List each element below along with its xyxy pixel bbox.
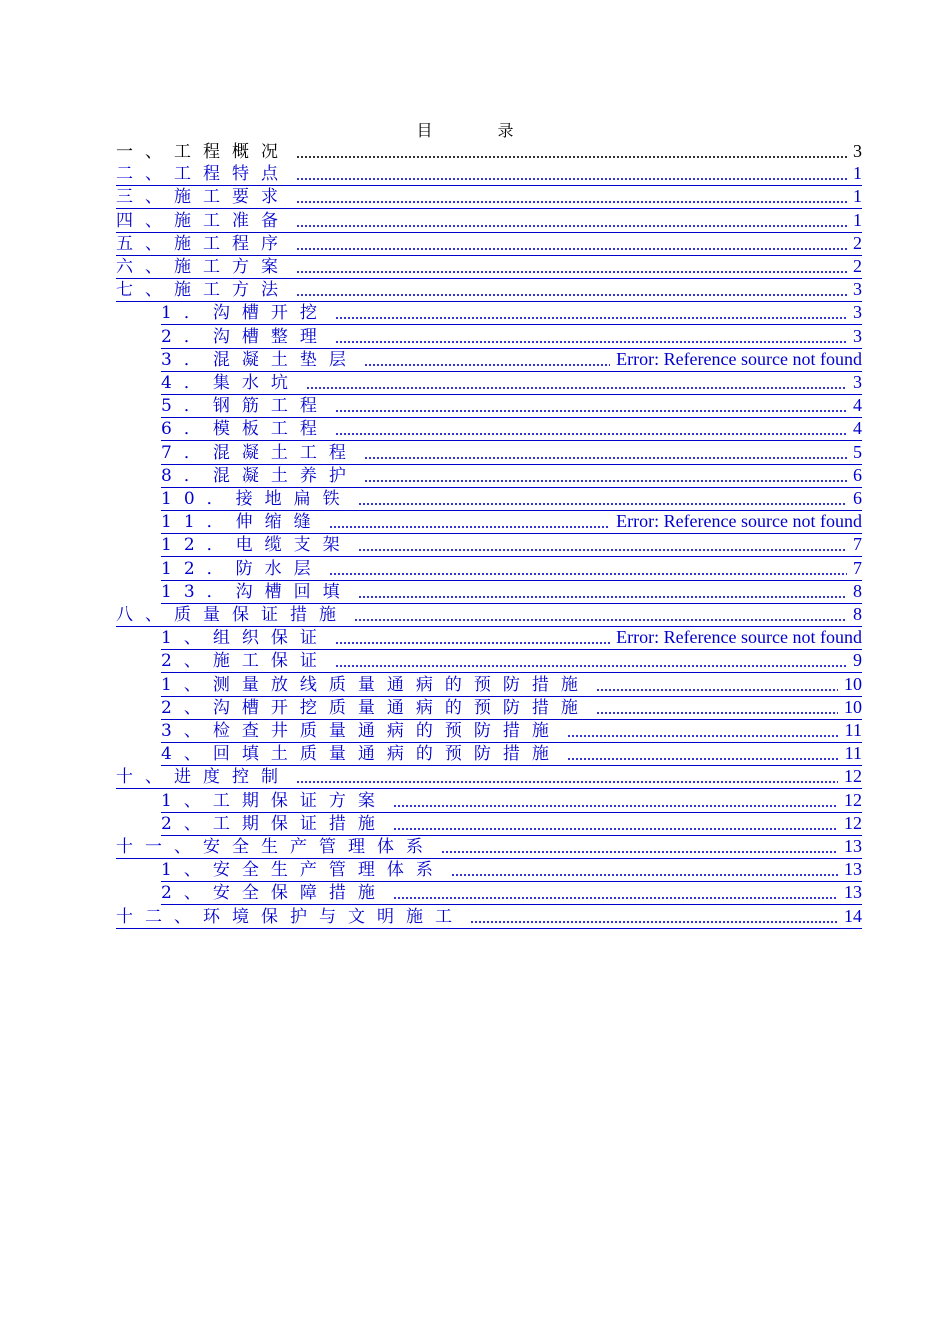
dot-leader: [441, 850, 838, 854]
toc-entry-label: 二、工程特点: [116, 164, 290, 185]
toc-entry-page: 8: [853, 580, 862, 601]
toc-entry-page: 1: [853, 163, 862, 184]
dot-leader: [354, 618, 847, 622]
dot-leader: [596, 711, 838, 715]
dot-leader: [596, 688, 838, 692]
toc-entry-page: 12: [844, 789, 862, 810]
toc-entry-label: 十、进度控制: [116, 767, 290, 788]
dot-leader: [329, 525, 610, 529]
dot-leader: [296, 293, 847, 297]
toc-entry-page: 11: [844, 720, 862, 740]
dot-leader: [335, 641, 610, 645]
toc-entry-label: 1、安全生产管理体系: [161, 860, 445, 881]
toc-entry-label: 12．电缆支架: [161, 535, 352, 556]
toc-entry-label: 8．混凝土养护: [161, 465, 358, 486]
toc-entry-page: 3: [853, 325, 862, 346]
dot-leader: [296, 224, 847, 228]
dot-leader: [296, 780, 838, 784]
dot-leader: [335, 432, 847, 436]
toc-entry-label: 4．集水坑: [161, 373, 300, 393]
toc-entry-page: 12: [844, 766, 862, 787]
dot-leader: [296, 200, 847, 204]
dot-leader: [296, 155, 847, 159]
toc-entry-page: 13: [844, 836, 862, 856]
dot-leader: [335, 664, 847, 668]
dot-leader: [296, 177, 847, 181]
toc-entry-page: 4: [853, 418, 862, 439]
toc-entry-page: 6: [853, 464, 862, 485]
toc-entry-label: 2、安全保障措施: [161, 883, 387, 904]
dot-leader: [470, 920, 838, 924]
toc-entry-page: 13: [844, 882, 862, 903]
toc-entry-page: 3: [853, 372, 862, 392]
toc-entry-label: 2、工期保证措施: [161, 813, 387, 834]
toc-entry-page: 4: [853, 395, 862, 416]
toc-entry-page: 1: [853, 209, 862, 230]
toc-entry-label: 1、工期保证方案: [161, 790, 387, 811]
dot-leader: [451, 873, 838, 877]
toc-entry-page: 7: [853, 534, 862, 555]
toc-entry-page: 5: [853, 441, 862, 462]
dot-leader: [567, 734, 839, 738]
toc-entry-label: 十二、环境保护与文明施工: [116, 906, 464, 927]
toc-entry-label: 十一、安全生产管理体系: [116, 837, 435, 857]
toc-entry-label: 7．混凝土工程: [161, 442, 358, 463]
toc-entry-page: 3: [853, 302, 862, 323]
toc-entry-page: 12: [844, 812, 862, 833]
toc-entry-page: 11: [844, 743, 862, 764]
toc-entry-page: 6: [853, 488, 862, 508]
toc-title: 目 录: [416, 121, 544, 140]
dot-leader: [393, 827, 838, 831]
toc-entry-page: 7: [853, 557, 862, 578]
toc-entry-label: 2、沟槽开挖质量通病的预防措施: [161, 697, 590, 718]
toc-entry-page: Error: Reference source not found: [616, 348, 862, 369]
dot-leader: [335, 316, 847, 320]
dot-leader: [567, 757, 839, 761]
toc-entry-page: 14: [844, 905, 862, 926]
dot-leader: [364, 363, 610, 367]
toc-entry-label: 2．沟槽整理: [161, 326, 329, 347]
toc-entry-label: 10．接地扁铁: [161, 489, 352, 509]
toc-entry-label: 3、检查井质量通病的预防措施: [161, 721, 561, 741]
toc-entry-page: 10: [844, 673, 862, 694]
toc-entry-page: Error: Reference source not found: [616, 627, 862, 648]
toc-entry-label: 1、组织保证: [161, 628, 329, 649]
dot-leader: [296, 270, 847, 274]
toc-entry-label: 4、回填土质量通病的预防措施: [161, 744, 561, 765]
dot-leader: [329, 572, 847, 576]
toc-entry-label: 13．沟槽回填: [161, 581, 352, 602]
dot-leader: [358, 548, 847, 552]
toc-entry-page: Error: Reference source not found: [616, 511, 862, 532]
toc-entry-label: 五、施工程序: [116, 233, 290, 254]
toc-entry-page: 3: [853, 141, 862, 161]
toc-entry-label: 八、质量保证措施: [116, 605, 348, 625]
dot-leader: [393, 896, 838, 900]
dot-leader: [306, 386, 847, 390]
toc-entry-page: 9: [853, 650, 862, 671]
toc-entry-label: 六、施工方案: [116, 257, 290, 277]
dot-leader: [335, 340, 847, 344]
toc-entry-label: 七、施工方法: [116, 280, 290, 301]
toc-entry-page: 2: [853, 256, 862, 276]
dot-leader: [358, 595, 847, 599]
toc-entry-page: 1: [853, 186, 862, 207]
toc-entry[interactable]: [116, 906, 862, 929]
dot-leader: [358, 502, 847, 506]
toc-entry-page: 13: [844, 859, 862, 880]
toc-entry-label: 一、工程概况: [116, 142, 290, 162]
dot-leader: [364, 456, 847, 460]
toc-entry-label: 2、施工保证: [161, 651, 329, 672]
dot-leader: [296, 247, 847, 251]
toc-entry-page: 3: [853, 279, 862, 300]
toc-entry-label: 1．沟槽开挖: [161, 303, 329, 324]
toc-entry-label: 6．模板工程: [161, 419, 329, 440]
dot-leader: [364, 479, 847, 483]
dot-leader: [393, 804, 838, 808]
toc-entry-page: 2: [853, 232, 862, 253]
toc-entry-label: 5．钢筋工程: [161, 396, 329, 417]
toc-entry-label: 1、测量放线质量通病的预防措施: [161, 674, 590, 695]
toc-entry-label: 3．混凝土垫层: [161, 349, 358, 370]
dot-leader: [335, 409, 847, 413]
toc-entry-label: 11．伸缩缝: [161, 512, 323, 533]
toc-entry-page: 8: [853, 604, 862, 624]
toc-entry-label: 12．防水层: [161, 558, 323, 579]
toc-entry-page: 10: [844, 696, 862, 717]
toc-entry-label: 三、施工要求: [116, 187, 290, 208]
toc-entry-label: 四、施工准备: [116, 210, 290, 231]
